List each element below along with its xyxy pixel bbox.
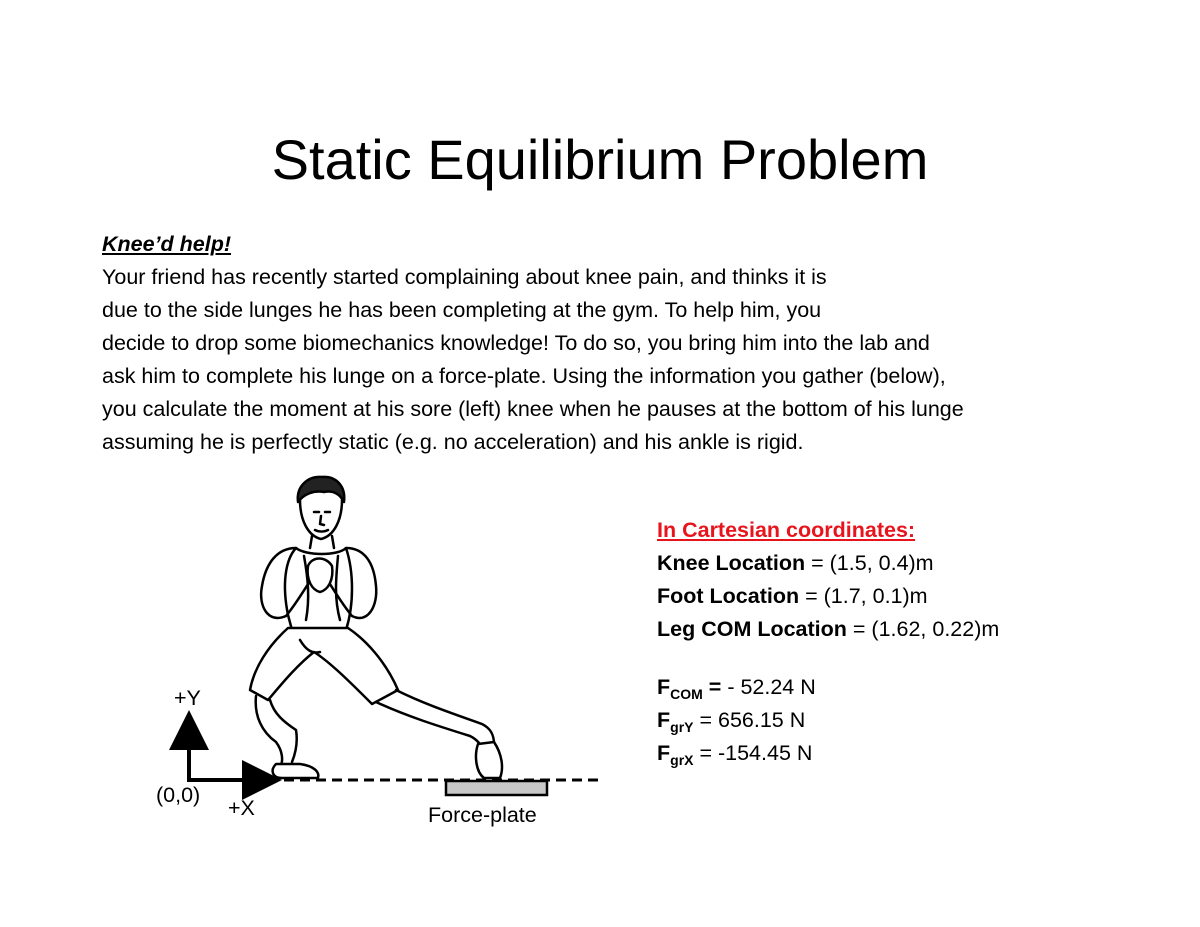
f-grx-subscript: grX [670,752,694,768]
problem-line: ask him to complete his lunge on a force-plate. Using the information you gather (below), [102,364,946,388]
knee-location-value: = (1.5, 0.4)m [805,551,934,575]
problem-line: you calculate the moment at his sore (left) knee when he pauses at the bottom of his lunge [102,397,964,421]
coordinates-heading: In Cartesian coordinates: [657,518,916,542]
f-gry-value: = 656.15 N [693,708,806,732]
f-com-equals: = [702,675,722,699]
origin-label: (0,0) [156,783,201,807]
leg-com-location-row [657,613,1117,646]
problem-heading: Knee’d help! [102,232,232,256]
foot-location-label: Foot Location [657,584,800,608]
leg-com-location-label: Leg COM Location [657,617,847,641]
page-title: Static Equilibrium Problem [271,128,929,191]
knee-location-row [657,547,1117,580]
force-plate-label: Force-plate [428,803,537,827]
leg-com-location-value: = (1.62, 0.22)m [846,617,1000,641]
f-com-subscript: COM [670,686,703,702]
f-com-symbol: F [657,675,671,699]
given-values-panel [657,514,1117,770]
problem-line: Your friend has recently started complaining about knee pain, and thinks it is [102,265,827,289]
x-axis-label: +X [228,796,255,820]
knee-location-label: Knee Location [657,551,806,575]
problem-line: decide to drop some biomechanics knowledge! To do so, you bring him into the lab and [102,331,930,355]
f-grx-symbol: F [657,741,671,765]
foot-location-row [657,580,1117,613]
problem-line: assuming he is perfectly static (e.g. no acceleration) and his ankle is rigid. [102,430,804,454]
problem-line: due to the side lunges he has been completing at the gym. To help him, you [102,298,822,322]
f-grx-value: = -154.45 N [693,741,813,765]
f-com-value: - 52.24 N [721,675,816,699]
foot-location-value: = (1.7, 0.1)m [799,584,928,608]
athlete-illustration [250,477,502,778]
y-axis-label: +Y [174,686,201,710]
f-com-row [657,671,1117,704]
f-gry-symbol: F [657,708,671,732]
f-grx-row [657,737,1117,770]
f-gry-subscript: grY [670,719,694,735]
f-gry-row [657,704,1117,737]
force-plate [446,781,547,795]
